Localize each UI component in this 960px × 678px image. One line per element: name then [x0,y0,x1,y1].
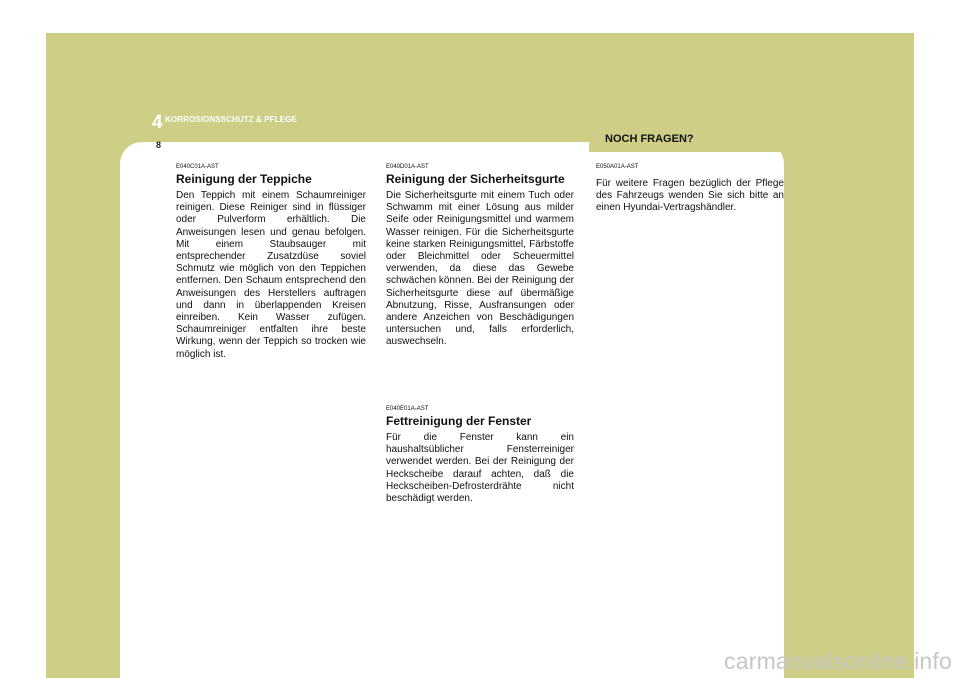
watermark: carmanualsonline.info [724,648,952,674]
section-code: E050A01A-AST [596,164,639,170]
section-heading: Reinigung der Sicherheitsgurte [386,172,565,186]
chapter-title: KORROSIONSSCHUTZ & PFLEGE [165,115,297,124]
section-body: Den Teppich mit einem Schaumreiniger reinigen. Diese Reiniger sind in flüssiger oder Pulverform erhältlich. Die Anweisungen lesen und genau befolgen. Mit einem Staubsauger mit entsprechender Zusatzdüse soviel Schmutz wie möglich von den Teppichen entfernen. Den Schaum entsprechend den Anweisungen des Herstellers auftragen und dann in überlappenden Kreisen einreiben. Kein Wasser zufügen. Schaumreiniger entfalten ihre beste Wirkung, wenn der Teppich so trocken wie möglich ist. [176,190,366,360]
section-window-cleaning [386,406,574,505]
section-code: E040E01A-AST [386,406,429,412]
section-further-questions [596,164,784,215]
section-carpet-cleaning [176,164,366,361]
section-code: E040D01A-AST [386,164,429,170]
page-number: 8 [156,140,162,150]
section-seatbelt-cleaning [386,164,574,349]
section-body: Für weitere Fragen bezüglich der Pflege des Fahrzeugs wenden Sie sich bitte an einen Hyundai-Vertragshändler. [596,178,784,214]
section-heading: Reinigung der Teppiche [176,172,312,186]
chapter-number: 4 [152,112,163,133]
section-heading: Fettreinigung der Fenster [386,414,532,428]
section-body: Die Sicherheitsgurte mit einem Tuch oder Schwamm mit einer Lösung aus milder Seife oder Reinigungsmittel und warmem Wasser reinigen. Für die Sicherheitsgurte keine starken Reinigungsmittel, Färbstoffe oder Bleichmittel oder Scheuermittel verwenden, da diese das Gewebe schwächen können. Bei der Reinigung der Sicherheitsgurte diese auf übermäßige Abnutzung, Risse, Ausfransungen oder andere Anzeichen von Beschädigungen untersuchen und, falls erforderlich, auswechseln. [386,190,574,348]
section-code: E040C01A-AST [176,164,219,170]
tab-label: NOCH FRAGEN? [605,133,694,145]
section-tab [589,128,785,152]
section-body: Für die Fenster kann ein haushaltsüblicher Fensterreiniger verwendet werden. Bei der Reinigung der Heckscheibe darauf achten, daß die Heckscheiben-Defrosterdrähte nicht beschädigt werden. [386,432,574,505]
